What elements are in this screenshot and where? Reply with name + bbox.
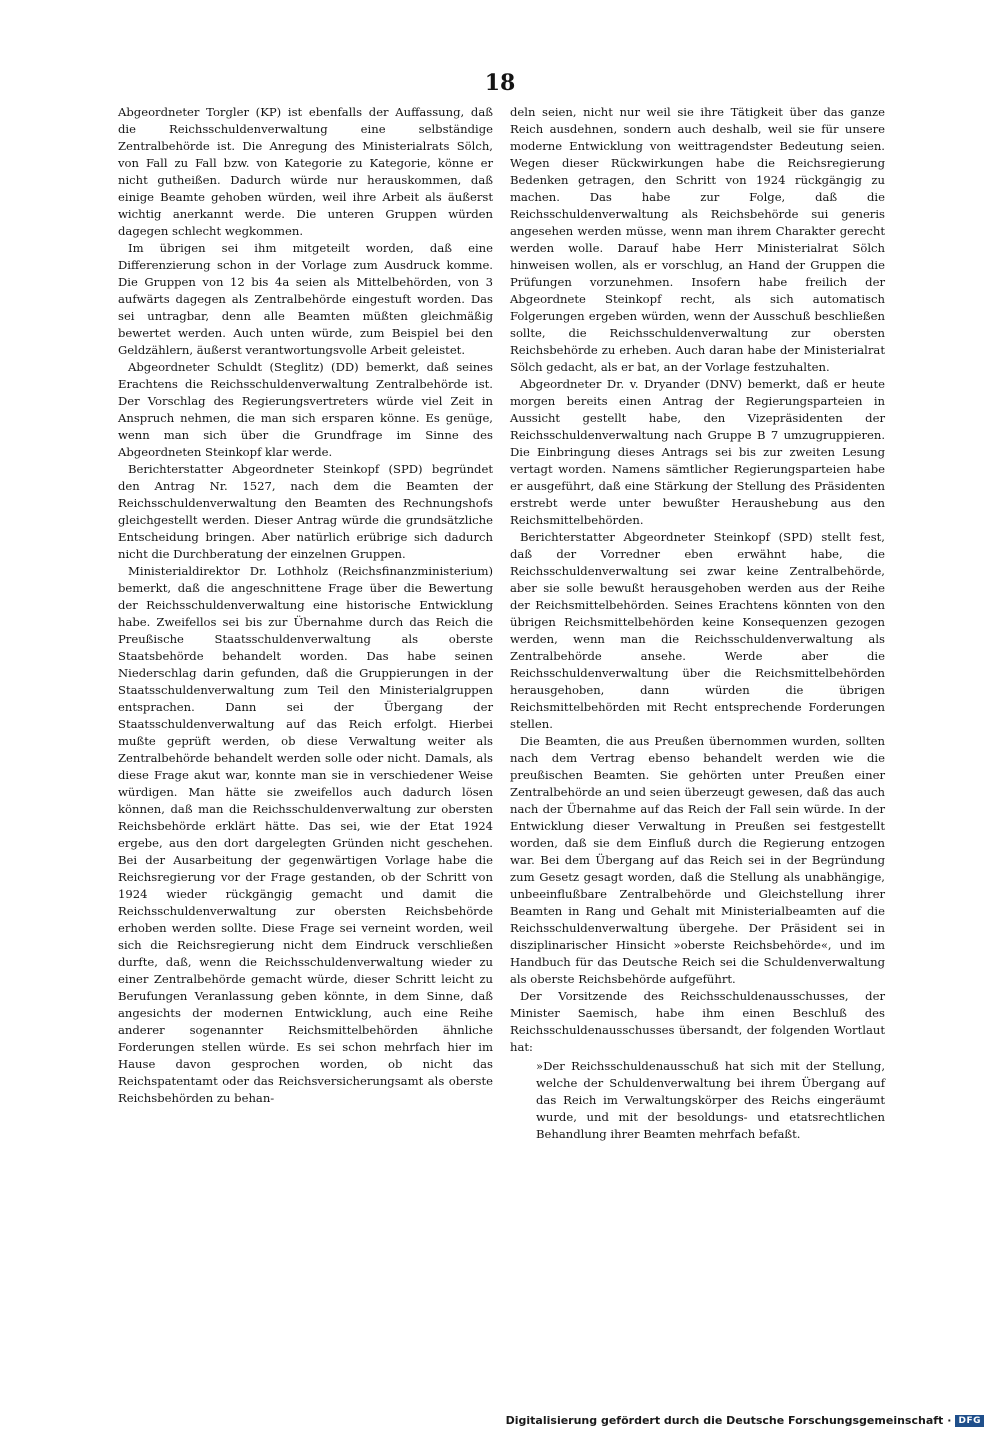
paragraph: Im übrigen sei ihm mitgeteilt worden, daß eine Differenzierung schon in der Vorlage zum Ausdruck komme. Die Gruppen von 12 bis 4a seien als Mittelbehörden, von 3 aufwärts dagegen als Zentralbehörde eingestuft worden. Das sei untragbar, denn alle Beamten müßten gleichmäßig bewertet werden. Auch unten würde, zum Beispiel bei den Geldzählern, äußerst verantwortungsvolle Arbeit geleistet. — [118, 241, 493, 357]
paragraph: Berichterstatter Abgeordneter Steinkopf (SPD) begründet den Antrag Nr. 1527, nach dem die Beamten der Reichsschuldenverwaltung den Beamten des Rechnungshofs gleichgestellt werden. Dieser Antrag würde die grundsätzliche Entscheidung bringen. Aber natürlich erübrige sich dadurch nicht die Durchberatung der einzelnen Gruppen. — [118, 462, 493, 561]
dfg-logo-icon: DFG — [955, 1415, 984, 1427]
page-number: 18 — [484, 70, 516, 96]
funding-note: Digitalisierung gefördert durch die Deutsche Forschungsgemeinschaft — [505, 1414, 944, 1427]
paragraph: Der Vorsitzende des Reichsschuldenausschusses, der Minister Saemisch, habe ihm einen Beschluß des Reichsschuldenausschusses übersandt, der folgenden Wortlaut hat: — [510, 989, 885, 1054]
paragraph: Abgeordneter Schuldt (Steglitz) (DD) bemerkt, daß seines Erachtens die Reichsschuldenverwaltung Zentralbehörde ist. Der Vorschlag des Regierungsvertreters würde viel Zeit in Anspruch nehmen, die man sich ersparen könne. Es genüge, wenn man sich über die Grundfrage im Sinne des Abgeordneten Steinkopf klar werde. — [118, 360, 493, 459]
resolution-quote: »Der Reichsschuldenausschuß hat sich mit der Stellung, welche der Schuldenverwaltung bei ihrem Übergang auf das Reich im Verwaltungskörper des Reichs eingeräumt wurde, und mit der besoldungs- und etatsrechtlichen Behandlung ihrer Beamten mehrfach befaßt. — [536, 1059, 885, 1141]
right-column — [510, 104, 885, 1143]
left-column — [118, 104, 493, 1107]
paragraph: Ministerialdirektor Dr. Lothholz (Reichsfinanzministerium) bemerkt, daß die angeschnittene Frage über die Bewertung der Reichsschuldenverwaltung eine historische Entwicklung habe. Zweifellos sei bis zur Übernahme durch das Reich die Preußische Staatsschuldenverwaltung als oberste Staatsbehörde behandelt worden. Das habe seinen Niederschlag darin gefunden, daß die Gruppierungen in der Staatsschuldenverwaltung zum Teil den Ministerialgruppen entsprachen. Dann sei der Übergang der Staatsschuldenverwaltung auf das Reich erfolgt. Hierbei mußte geprüft werden, ob diese Verwaltung weiter als Zentralbehörde behandelt werden solle oder nicht. Damals, als diese Frage akut war, konnte man sie in verschiedener Weise würdigen. Man hätte sie zweifellos auch dadurch lösen können, daß man die Reichsschuldenverwaltung zur obersten Reichsbehörde erklärt hätte. Das sei, wie der Etat 1924 ergebe, aus den dort dargelegten Gründen nicht geschehen. Bei der Ausarbeitung der gegenwärtigen Vorlage habe die Reichsregierung vor der Frage gestanden, ob der Schritt von 1924 wieder rückgängig gemacht und damit die Reichsschuldenverwaltung zur obersten Reichsbehörde erhoben werden sollte. Diese Frage sei verneint worden, weil sich die Reichsregierung nicht dem Eindruck verschließen durfte, daß, wenn die Reichsschuldenverwaltung wieder zu einer Zentralbehörde gemacht würde, dieser Schritt leicht zu Berufungen Veranlassung geben könnte, in dem Sinne, daß angesichts der modernen Entwicklung, auch eine Reihe anderer sogenannter Reichsmittelbehörden ähnliche Forderungen stellen würde. Es sei schon mehrfach hier im Hause davon gesprochen worden, ob nicht das Reichspatentamt oder das Reichsversicherungsamt als oberste Reichsbehörden zu behan- — [118, 564, 493, 1105]
paragraph: Abgeordneter Dr. v. Dryander (DNV) bemerkt, daß er heute morgen bereits einen Antrag der Regierungsparteien in Aussicht gestellt habe, den Vizepräsidenten der Reichsschuldenverwaltung nach Gruppe B 7 umzugruppieren. Die Einbringung dieses Antrags sei bis zur zweiten Lesung vertagt worden. Namens sämtlicher Regierungsparteien habe er ausgeführt, daß eine Stärkung der Stellung des Präsidenten erstrebt werde unter bewußter Heraushebung aus den Reichsmittelbehörden. — [510, 377, 885, 527]
separator-dot: · — [947, 1414, 952, 1427]
paragraph: deln seien, nicht nur weil sie ihre Tätigkeit über das ganze Reich ausdehnen, sondern auch deshalb, weil sie für unsere moderne Entwicklung von weittragendster Bedeutung seien. Wegen dieser Rückwirkungen habe die Reichsregierung Bedenken getragen, den Schritt von 1924 rückgängig zu machen. Das habe zur Folge, daß die Reichsschuldenverwaltung als Reichsbehörde sui generis angesehen werden müsse, wenn man ihrem Charakter gerecht werden wolle. Darauf habe Herr Ministerialrat Sölch hinweisen wollen, als er vorschlug, an Hand der Gruppen die Prüfungen vorzunehmen. Insofern habe freilich der Abgeordnete Steinkopf recht, als sich automatisch Folgerungen ergeben würden, wenn der Ausschuß beschließen sollte, die Reichsschuldenverwaltung zur obersten Reichsbehörde zu erheben. Auch daran habe der Ministerialrat Sölch gedacht, als er bat, an der Vorlage festzuhalten. — [510, 105, 885, 374]
paragraph: Abgeordneter Torgler (KP) ist ebenfalls der Auffassung, daß die Reichsschuldenverwaltung eine selbständige Zentralbehörde ist. Die Anregung des Ministerialrats Sölch, von Fall zu Fall bzw. von Kategorie zu Kategorie, könne er nicht gutheißen. Dadurch würde nur herauskommen, daß einige Beamte gehoben würden, weil ihre Arbeit als äußerst wichtig anerkannt werde. Die unteren Gruppen würden dagegen schlecht wegkommen. — [118, 105, 493, 238]
funding-footer — [506, 1414, 984, 1427]
paragraph: Die Beamten, die aus Preußen übernommen wurden, sollten nach dem Vertrag ebenso behandelt werden wie die preußischen Beamten. Sie gehörten unter Preußen einer Zentralbehörde an und seien überzeugt gewesen, daß das auch nach der Übernahme auf das Reich der Fall sein würde. In der Entwicklung dieser Verwaltung in Preußen sei festgestellt worden, daß sie dem Einfluß durch die Regierung entzogen war. Bei dem Übergang auf das Reich sei in der Begründung zum Gesetz gesagt worden, daß die Stellung als unabhängige, unbeeinflußbare Zentralbehörde und Gleichstellung ihrer Beamten in Rang und Gehalt mit Ministerialbeamten auf die Reichsschuldenverwaltung übergehe. Der Präsident sei in disziplinarischer Hinsicht »oberste Reichsbehörde«, und im Handbuch für das Deutsche Reich sei die Schuldenverwaltung als oberste Reichsbehörde aufgeführt. — [510, 734, 885, 986]
paragraph: Berichterstatter Abgeordneter Steinkopf (SPD) stellt fest, daß der Vorredner eben erwähnt habe, die Reichsschuldenverwaltung sei zwar keine Zentralbehörde, aber sie solle bewußt herausgehoben werden aus der Reihe der Reichsmittelbehörden. Seines Erachtens könnten von den übrigen Reichsmittelbehörden keine Konsequenzen gezogen werden, wenn man die Reichsschuldenverwaltung als Zentralbehörde ansehe. Werde aber die Reichsschuldenverwaltung über die Reichsmittelbehörden herausgehoben, dann würden die übrigen Reichsmittelbehörden mit Recht entsprechende Forderungen stellen. — [510, 530, 885, 731]
